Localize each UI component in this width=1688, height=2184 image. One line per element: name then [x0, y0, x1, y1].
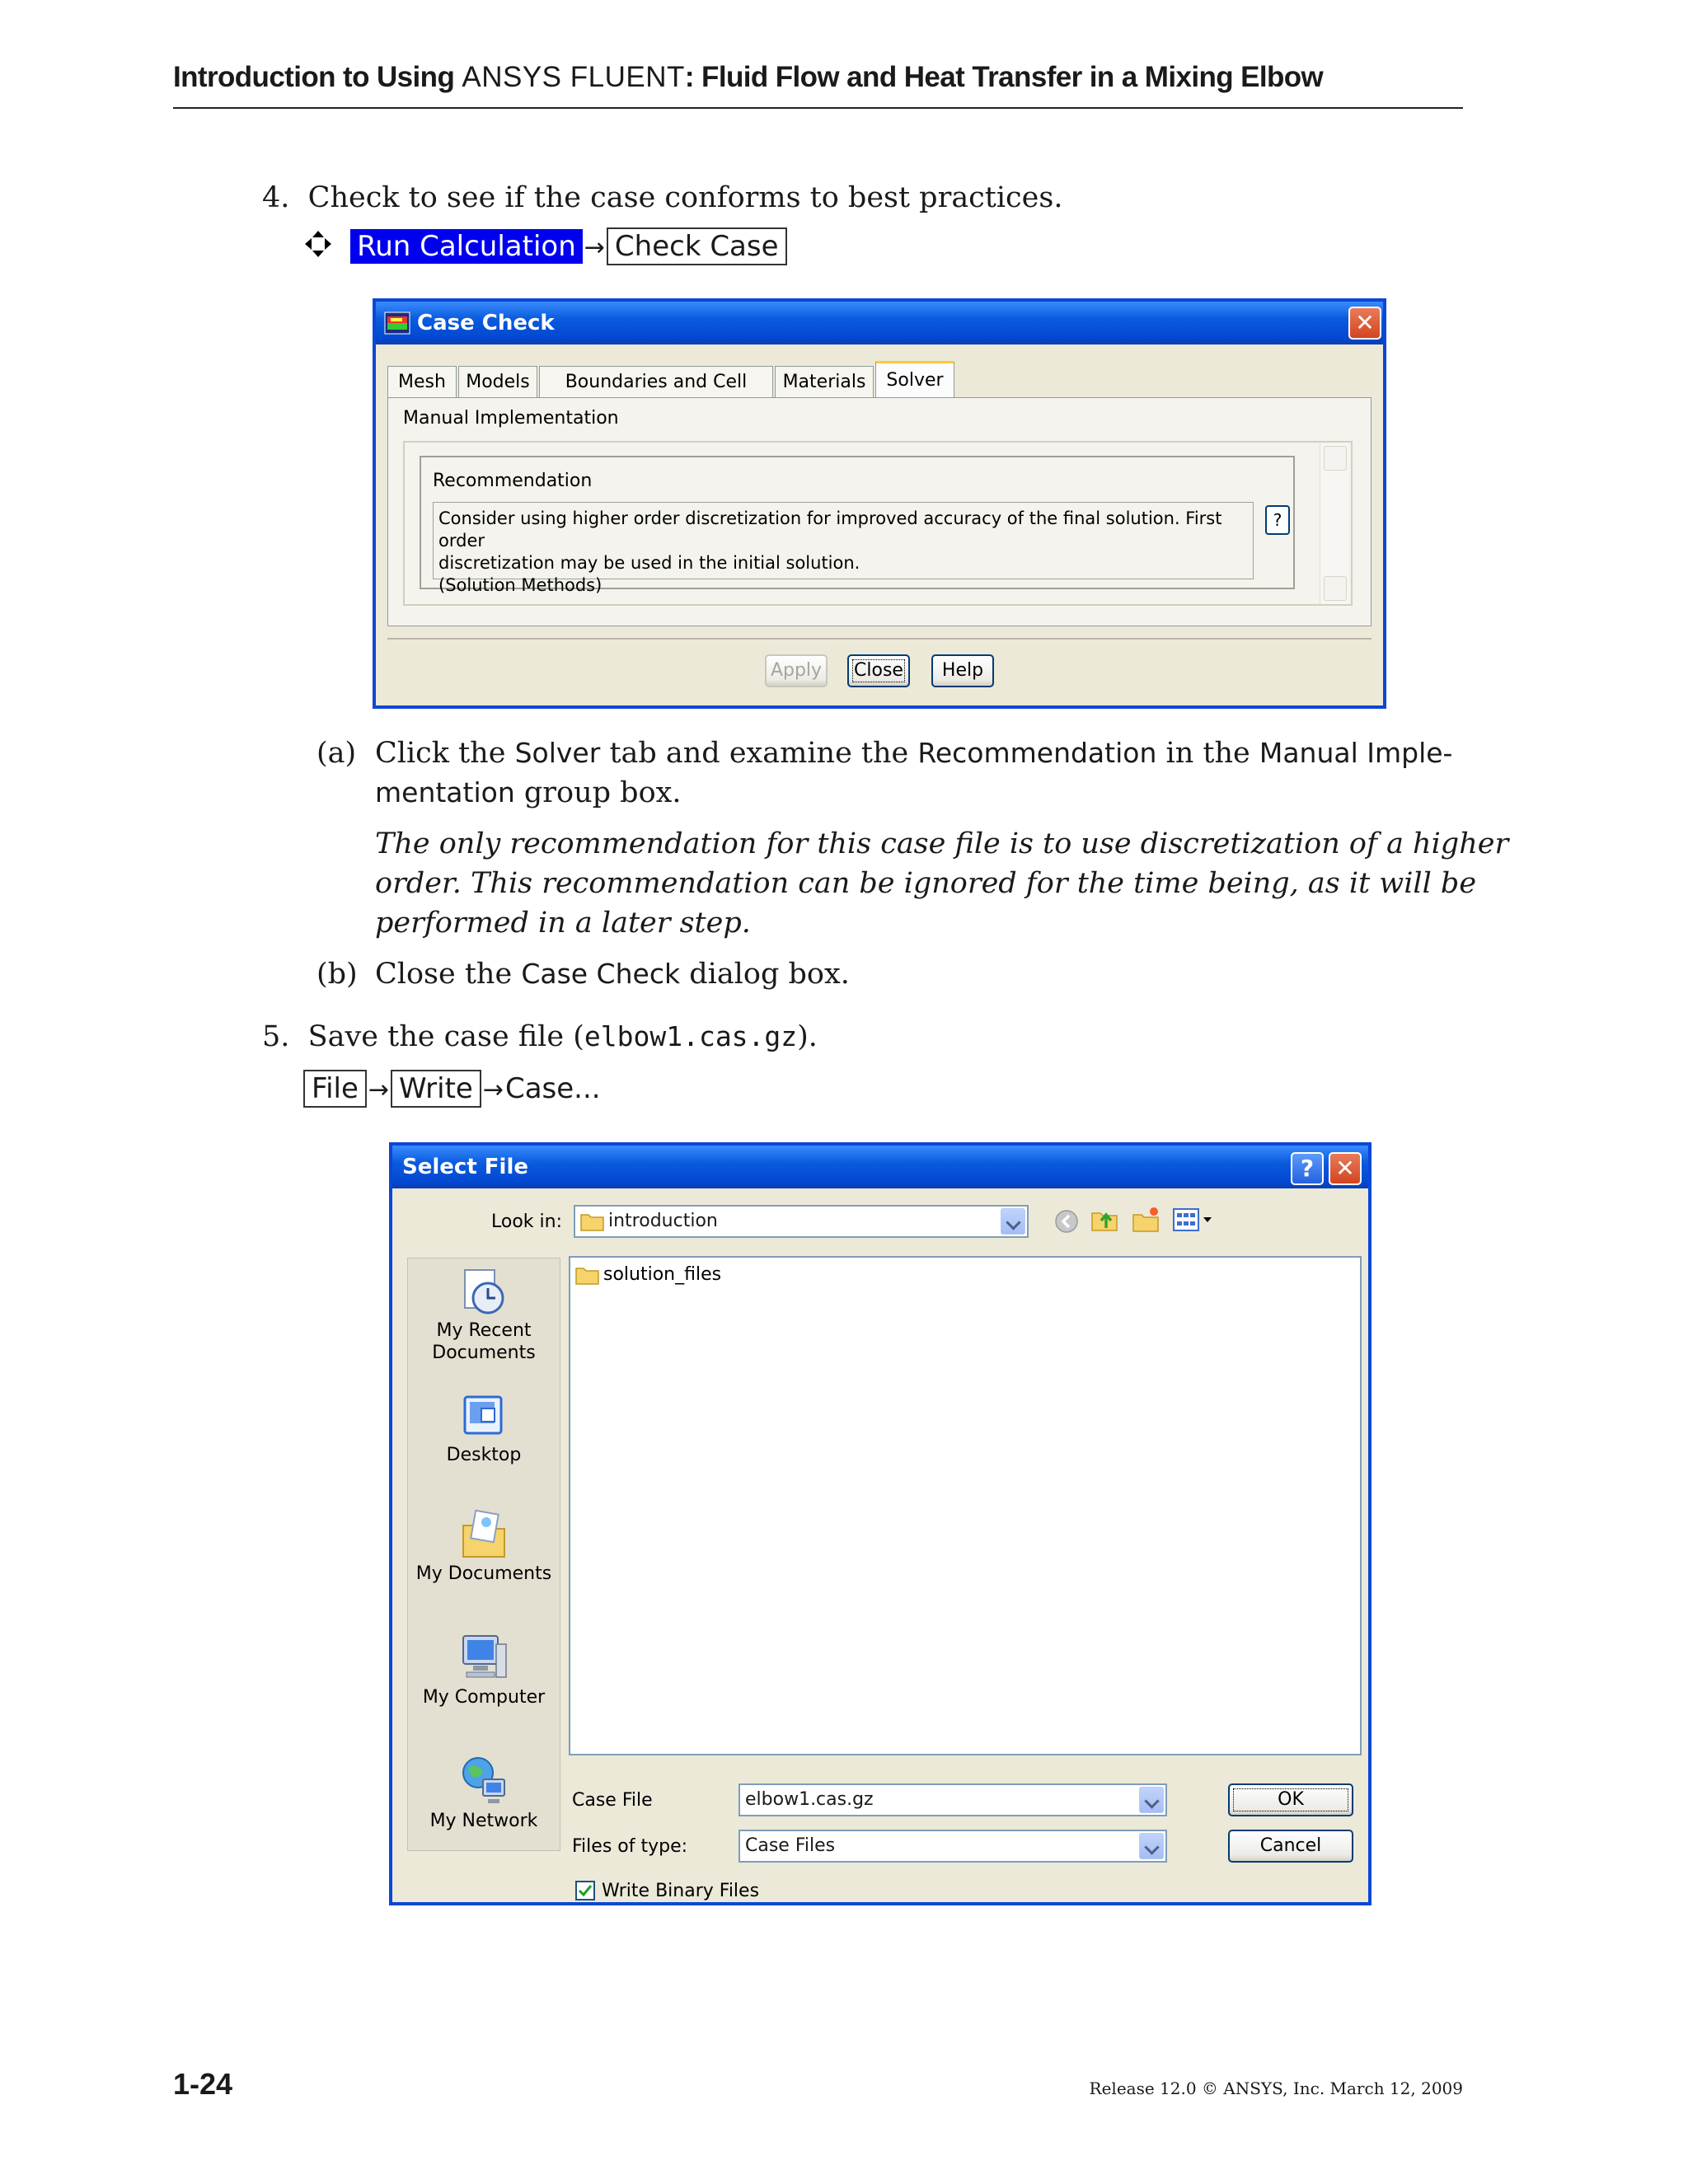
tab-materials[interactable] [775, 366, 874, 397]
files-of-type-select[interactable] [738, 1830, 1167, 1863]
my-computer-icon [457, 1629, 511, 1687]
sub-a-t3: in the [1165, 737, 1250, 770]
tab-solver-label: Solver [886, 370, 944, 391]
separator [387, 638, 1372, 640]
fluent-app-icon [384, 312, 410, 335]
desktop-icon [457, 1390, 511, 1445]
help-icon[interactable]: ? [1291, 1152, 1324, 1185]
place-label: My Documents [415, 1563, 552, 1584]
step4-line [262, 178, 1062, 218]
look-in-value: introduction [608, 1211, 718, 1231]
step5-line [262, 1017, 818, 1057]
my-network-icon [457, 1753, 511, 1811]
select-file-titlebar [392, 1146, 1368, 1188]
help-button[interactable]: Help [931, 654, 994, 687]
page-number: 1-24 [173, 2067, 233, 2101]
write-binary-checkbox[interactable] [575, 1881, 595, 1900]
file-list[interactable] [569, 1256, 1362, 1755]
case-check-dialog [373, 298, 1386, 709]
sub-a-manual-imple: Manual Imple- [1259, 737, 1453, 769]
write-menu[interactable]: Write [391, 1070, 481, 1108]
case-menu-item[interactable]: Case... [504, 1072, 601, 1105]
header-part2: ANSYS FLUENT [462, 61, 685, 93]
write-binary-label: Write Binary Files [602, 1881, 760, 1901]
nav-arrow: → [368, 1076, 390, 1104]
nav-arrow: → [482, 1076, 504, 1104]
sub-b-text [375, 954, 850, 994]
back-icon[interactable] [1053, 1208, 1080, 1235]
view-menu-icon[interactable] [1172, 1207, 1215, 1233]
chevron-down-icon[interactable] [1139, 1833, 1164, 1859]
tab-mesh-label: Mesh [398, 372, 446, 392]
note-line-1: The only recommendation for this case file is to use discretization of a higher [375, 827, 1509, 860]
file-list-item[interactable] [574, 1263, 721, 1287]
tab-boundaries[interactable] [539, 366, 773, 397]
message-line-1: Consider using higher order discretization for improved accuracy of the final solution. First order [438, 509, 1222, 551]
place-label: Desktop [446, 1445, 522, 1465]
run-calculation-link[interactable]: Run Calculation [350, 229, 583, 264]
place-label: My Computer [422, 1687, 546, 1708]
tab-materials-label: Materials [782, 372, 866, 392]
step5-nav-path [303, 1070, 601, 1108]
case-file-value: elbow1.cas.gz [745, 1789, 874, 1810]
place-my-documents[interactable] [408, 1506, 560, 1613]
recommendation-group [420, 456, 1295, 595]
tab-strip [387, 366, 1372, 399]
step5-number: 5. [262, 1020, 290, 1053]
sub-a-t4: group box. [523, 776, 682, 809]
step4-number: 4. [262, 181, 290, 214]
recommendation-label: Recommendation [433, 471, 593, 491]
sub-a-text [375, 733, 1463, 773]
files-of-type-label: Files of type: [572, 1836, 688, 1857]
new-folder-icon[interactable] [1131, 1205, 1160, 1235]
solver-tab-panel [387, 397, 1372, 626]
cancel-button[interactable]: Cancel [1228, 1830, 1353, 1863]
close-icon[interactable]: ✕ [1348, 307, 1381, 340]
place-label: My Recent Documents [432, 1320, 536, 1363]
look-in-label: Look in: [491, 1212, 562, 1232]
sub-a-t2: tab and examine the [609, 737, 909, 770]
place-my-recent-documents[interactable] [408, 1265, 560, 1380]
chevron-down-icon[interactable] [1139, 1787, 1164, 1813]
tab-solver[interactable] [875, 361, 954, 399]
vertical-scrollbar[interactable] [1320, 443, 1348, 604]
note-line-2: order. This recommendation can be ignored for the time being, as it will be [375, 867, 1477, 900]
sub-a-recommendation: Recommendation [917, 737, 1157, 769]
tab-mesh[interactable] [387, 366, 457, 397]
note-line-3: performed in a later step. [375, 907, 751, 940]
close-icon[interactable]: ✕ [1329, 1152, 1362, 1185]
message-line-2: discretization may be used in the initial solution. [438, 553, 860, 573]
up-folder-icon[interactable] [1090, 1205, 1119, 1235]
check-case-button[interactable]: Check Case [607, 227, 787, 265]
close-button[interactable]: Close [847, 654, 910, 687]
scroll-up-icon[interactable] [1324, 446, 1347, 471]
move-arrows-icon [303, 229, 333, 259]
folder-icon [580, 1212, 605, 1231]
case-file-input[interactable] [738, 1783, 1167, 1816]
scroll-down-icon[interactable] [1324, 576, 1347, 601]
sub-a-t1: Click the [375, 737, 506, 770]
sub-b-t2: dialog box. [689, 958, 850, 991]
my-documents-icon [457, 1506, 511, 1563]
apply-button[interactable]: Apply [765, 654, 828, 687]
chevron-down-icon[interactable] [1001, 1208, 1025, 1235]
sub-a-label: (a) [316, 737, 357, 770]
manual-implementation-label: Manual Implementation [403, 408, 619, 429]
look-in-combo[interactable] [574, 1205, 1029, 1238]
header-part1: Introduction to Using [173, 61, 455, 93]
sub-a-mentation: mentation [375, 776, 515, 808]
message-line-3: (Solution Methods) [438, 575, 603, 595]
sub-a-note [375, 824, 1508, 943]
release-note: Release 12.0 © ANSYS, Inc. March 12, 2009 [1089, 2079, 1463, 2098]
folder-name: solution_files [603, 1264, 722, 1285]
case-check-titlebar [376, 302, 1383, 344]
recent-documents-icon [457, 1265, 511, 1319]
nav-arrow: → [584, 233, 605, 262]
folder-icon [575, 1265, 600, 1285]
step5-t2: ). [797, 1020, 818, 1053]
checkmark-icon [577, 1882, 593, 1899]
dialog-title: Select File [402, 1155, 529, 1179]
tab-models-label: Models [466, 372, 530, 392]
step4-text: Check to see if the case conforms to best practices. [307, 181, 1063, 214]
recommendation-message [433, 502, 1254, 595]
files-of-type-value: Case Files [745, 1835, 836, 1856]
place-my-computer[interactable] [408, 1629, 560, 1736]
file-menu[interactable]: File [303, 1070, 367, 1108]
select-file-dialog [389, 1142, 1372, 1905]
step5-filename: elbow1.cas.gz [584, 1020, 798, 1052]
tab-models[interactable] [458, 366, 537, 397]
step4-nav-path [303, 227, 787, 265]
sub-a-text-2 [375, 773, 682, 813]
places-bar [407, 1258, 560, 1851]
step5-t1: Save the case file ( [307, 1020, 584, 1053]
tab-boundaries-label: Boundaries and Cell [565, 372, 748, 392]
ok-button[interactable]: OK [1228, 1783, 1353, 1816]
sub-b-t1: Close the [375, 958, 513, 991]
running-header [173, 61, 1463, 109]
case-file-label: Case File [572, 1790, 653, 1811]
header-part3: : Fluid Flow and Heat Transfer in a Mixing Elbow [684, 61, 1324, 93]
place-label: My Network [429, 1811, 538, 1831]
place-desktop[interactable] [408, 1390, 560, 1489]
help-question-button[interactable]: ? [1265, 505, 1290, 535]
manual-implementation-group [403, 441, 1353, 606]
sub-b-case-check: Case Check [521, 958, 681, 990]
sub-a-solver: Solver [514, 737, 601, 769]
sub-b-label: (b) [316, 958, 358, 991]
dialog-title: Case Check [417, 311, 555, 335]
place-my-network[interactable] [408, 1753, 560, 1849]
